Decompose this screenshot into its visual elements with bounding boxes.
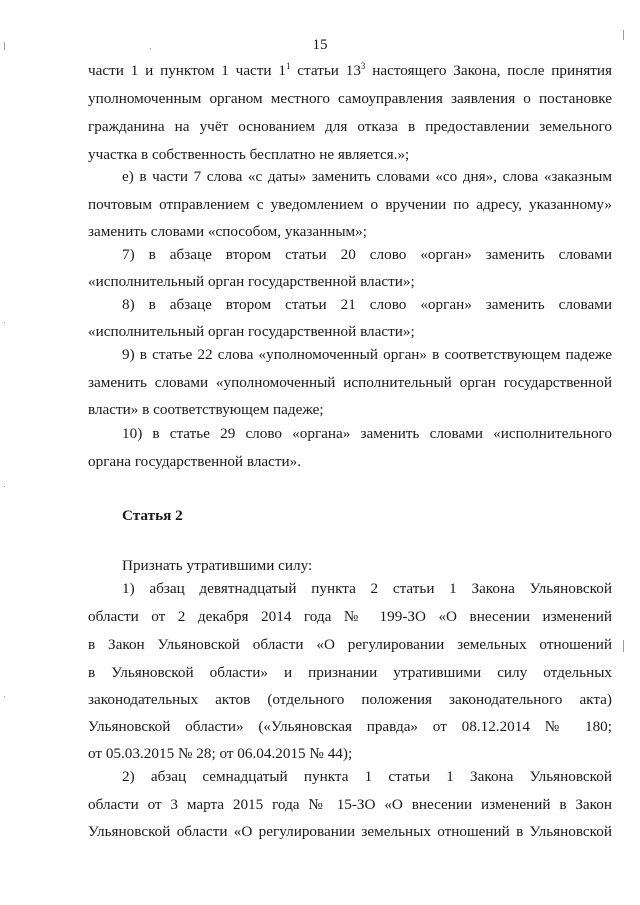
paragraph-line: законодательных актов (отдельного положения законодательного акта) [88,691,612,708]
paragraph-line: в Ульяновской области» и признании утратившими силу отдельных [88,664,612,681]
paragraph-line: «исполнительный орган государственной власти»; [88,273,415,290]
paragraph-line: Ульяновской области» («Ульяновская правда» от 08.12.2014 № 180; [88,718,612,735]
scan-speck [4,42,5,50]
paragraph-line: участка в собственность бесплатно не является.»; [88,146,410,163]
paragraph-line: е) в части 7 слова «с даты» заменить словами «со дня», слова «заказным [122,168,612,185]
paragraph-line: заменить словами «уполномоченный исполнительный орган государственной [88,374,612,391]
paragraph-line: 10) в статье 29 слово «органа» заменить словами «исполнительного [122,425,612,442]
paragraph-line: почтовым отправлением с уведомлением о вручении по адресу, указанному» [88,196,612,213]
scan-speck [623,640,624,652]
paragraph-line: власти» в соответствующем падеже; [88,401,324,418]
paragraph-line: части 1 и пунктом 1 части $1^1$ статьи $13^3$ настоящего Закона, после принятия [88,60,613,79]
scan-speck [4,696,5,697]
paragraph-line: Ульяновской области «О регулировании земельных отношений в Ульяновской [88,823,612,840]
paragraph-line: области от 3 марта 2015 года № 15-ЗО «О внесении изменений в Закон [88,796,612,813]
paragraph-line: 1) абзац девятнадцатый пункта 2 статьи 1 Закона Ульяновской [122,580,612,597]
scan-speck [623,30,624,40]
paragraph-line: органа государственной власти». [88,453,302,470]
paragraph-line: заменить словами «способом, указанным»; [88,223,367,240]
paragraph-line: 2) абзац семнадцатый пункта 1 статьи 1 Закона Ульяновской [122,768,612,785]
paragraph-line: от 05.03.2015 № 28; от 06.04.2015 № 44); [88,745,353,762]
scan-speck [4,322,5,323]
scan-speck [150,48,151,49]
article-heading: Статья 2 [122,507,183,524]
scan-speck [4,486,5,487]
paragraph-line: 9) в статье 22 слова «уполномоченный орган» в соответствующем падеже [122,346,612,363]
paragraph-line: 8) в абзаце втором статьи 21 слово «орган» заменить словами [122,296,612,313]
paragraph-line: области от 2 декабря 2014 года № 199-ЗО «О внесении изменений [88,608,612,625]
paragraph-line: уполномоченным органом местного самоуправления заявления о постановке [88,90,612,107]
paragraph-line: 7) в абзаце втором статьи 20 слово «орган» заменить словами [122,246,612,263]
paragraph-line: «исполнительный орган государственной власти»; [88,323,415,340]
paragraph-line: в Закон Ульяновской области «О регулировании земельных отношений [88,636,612,653]
paragraph-line: гражданина на учёт основанием для отказа в предоставлении земельного [88,118,612,135]
paragraph-line: Признать утратившими силу: [122,557,313,574]
page-number: 15 [312,37,328,53]
